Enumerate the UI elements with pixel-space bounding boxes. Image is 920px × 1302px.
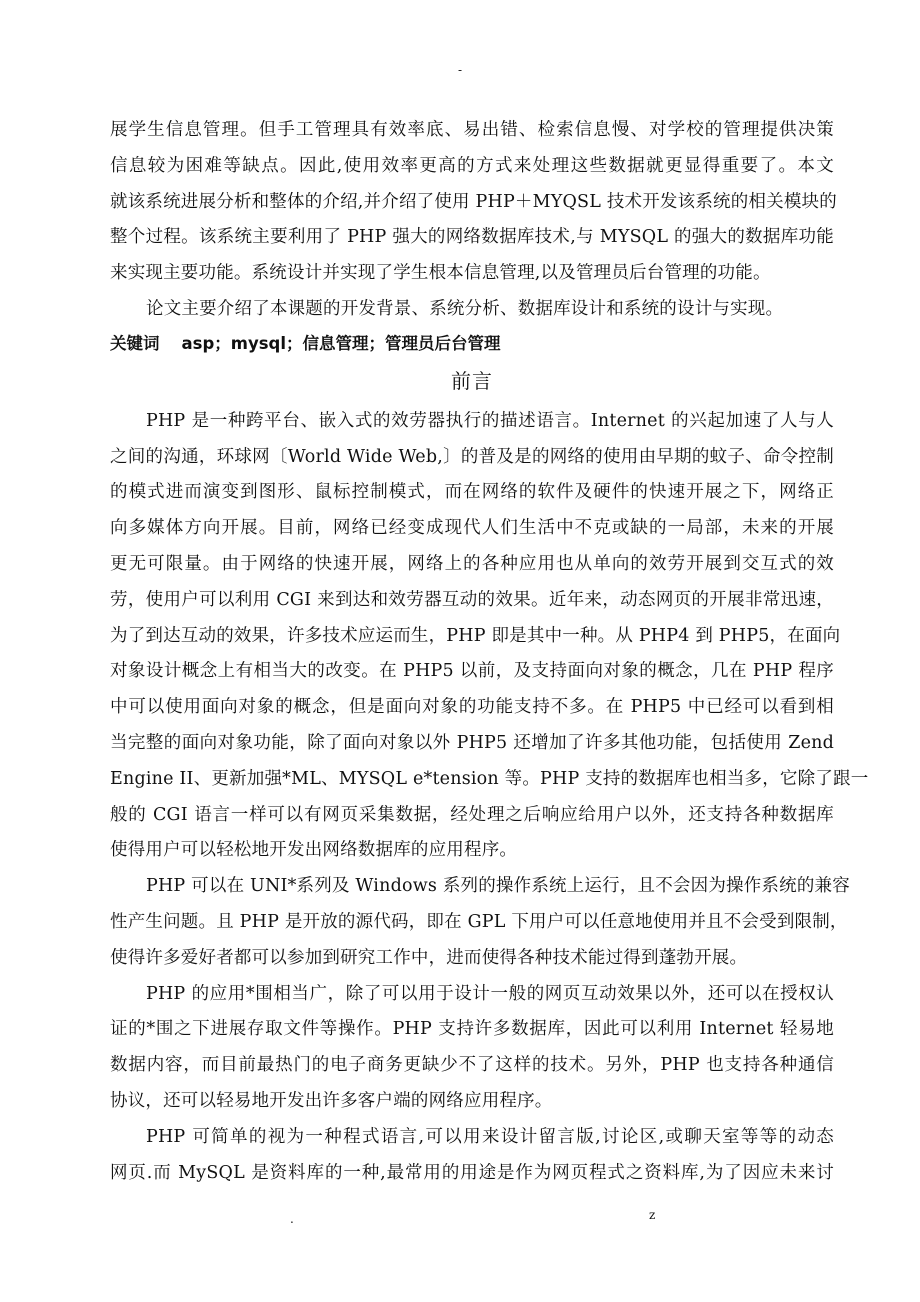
abstract-line: 来实现主要功能。系统设计并实现了学生根本信息管理,以及管理员后台管理的功能。 [110, 263, 771, 284]
paragraph-line: PHP 是一种跨平台、嵌入式的效劳器执行的描述语言。Internet 的兴起加速了人与人 [146, 410, 834, 431]
paragraph-line: 数据内容，而目前最热门的电子商务更缺少不了这样的技术。另外，PHP 也支持各种通信 [110, 1055, 834, 1076]
paragraph-2 [110, 869, 850, 976]
page-header-mark: - [457, 63, 463, 77]
keywords-label: 关键词 [110, 333, 160, 353]
document-body [110, 113, 869, 1191]
abstract-line: 展学生信息管理。但手工管理具有效率底、易出错、检索信息慢、对学校的管理提供决策 [110, 120, 834, 140]
paragraph-line: PHP 可简单的视为一种程式语言,可以用来设计留言版,讨论区,或聊天室等等的动态 [146, 1126, 834, 1147]
paragraph-line: 更无可限量。由于网络的快速开展，网络上的各种应用也从单向的效劳开展到交互式的效 [110, 553, 834, 574]
paragraph-line: 性产生问题。且 PHP 是开放的源代码，即在 GPL 下用户可以任意地使用并且不会受到限制， [110, 911, 848, 932]
keywords-row [110, 328, 834, 360]
keywords-text: asp；mysql；信息管理；管理员后台管理 [181, 333, 501, 353]
abstract-line: 整个过程。该系统主要利用了 PHP 强大的网络数据库技术,与 MYSQL 的强大的数据库功能 [110, 227, 834, 248]
paragraph-line: 当完整的面向对象功能，除了面向对象以外 PHP5 还增加了许多其他功能，包括使用 Zend [110, 732, 834, 753]
paragraph-line: 使得用户可以轻松地开发出网络数据库的应用程序。 [110, 840, 518, 861]
paragraph-line: 为了到达互动的效果，许多技术应运而生，PHP 即是其中一种。从 PHP4 到 PHP5，在面向 [110, 625, 841, 646]
paragraph-line: 使得许多爱好者都可以参加到研究工作中，进而使得各种技术能过得到蓬勃开展。 [110, 947, 748, 968]
abstract-line: 信息较为困难等缺点。因此,使用效率更高的方式来处理这些数据就更显得重要了。本文 [110, 155, 834, 176]
paragraph-line: 协议，还可以轻易地开发出许多客户端的网络应用程序。 [110, 1090, 553, 1111]
paragraph-4 [110, 1120, 834, 1192]
paragraph-line: 的模式进而演变到图形、鼠标控制模式，而在网络的软件及硬件的快速开展之下，网络正 [110, 482, 834, 503]
paragraph-line: 般的 CGI 语言一样可以有网页采集数据，经处理之后响应给用户以外，还支持各种数据库 [110, 804, 834, 825]
paragraph-3 [110, 977, 834, 1120]
paragraph-line: 证的*围之下进展存取文件等操作。PHP 支持许多数据库，因此可以利用 Internet 轻易地 [110, 1019, 834, 1040]
paragraph-line: Engine II、更新加强*ML、MYSQL e*tension 等。PHP 支持的数据库也相当多，它除了跟一 [110, 768, 869, 789]
paragraph-line: PHP 的应用*围相当广，除了可以用于设计一般的网页互动效果以外，还可以在授权认 [146, 983, 834, 1004]
page-footer [0, 1208, 920, 1232]
abstract-summary: 论文主要介绍了本课题的开发背景、系统分析、数据库设计和系统的设计与实现。 [146, 298, 784, 319]
paragraph-line: 向多媒体方向开展。目前，网络已经变成现代人们生活中不克或缺的一局部，未来的开展 [110, 518, 834, 539]
paragraph-1 [110, 404, 869, 869]
paragraph-line: 之间的沟通，环球网〔World Wide Web,〕的普及是的网络的使用由早期的蚊子、命令控制 [110, 446, 834, 467]
abstract-section [110, 113, 837, 328]
footer-left-mark: . [290, 1212, 294, 1226]
abstract-line: 就该系统进展分析和整体的介绍,并介绍了使用 PHP＋MYQSL 技术开发该系统的相关模块的 [110, 191, 837, 212]
footer-right-mark: z [649, 1208, 656, 1222]
section-title: 前言 [451, 368, 493, 393]
paragraph-line: 劳，使用户可以利用 CGI 来到达和效劳器互动的效果。近年来，动态网页的开展非常迅速， [110, 589, 834, 610]
paragraph-line: 中可以使用面向对象的概念，但是面向对象的功能支持不多。在 PHP5 中已经可以看到相 [110, 697, 834, 718]
paragraph-line: 对象设计概念上有相当大的改变。在 PHP5 以前，及支持面向对象的概念，几在 PHP 程序 [110, 661, 834, 682]
paragraph-line: 网页.而 MySQL 是资料库的一种,最常用的用途是作为网页程式之资料库,为了因应未来讨 [110, 1162, 834, 1183]
paragraph-line: PHP 可以在 UNI*系列及 Windows 系列的操作系统上运行，且不会因为操作系统的兼容 [146, 876, 850, 897]
